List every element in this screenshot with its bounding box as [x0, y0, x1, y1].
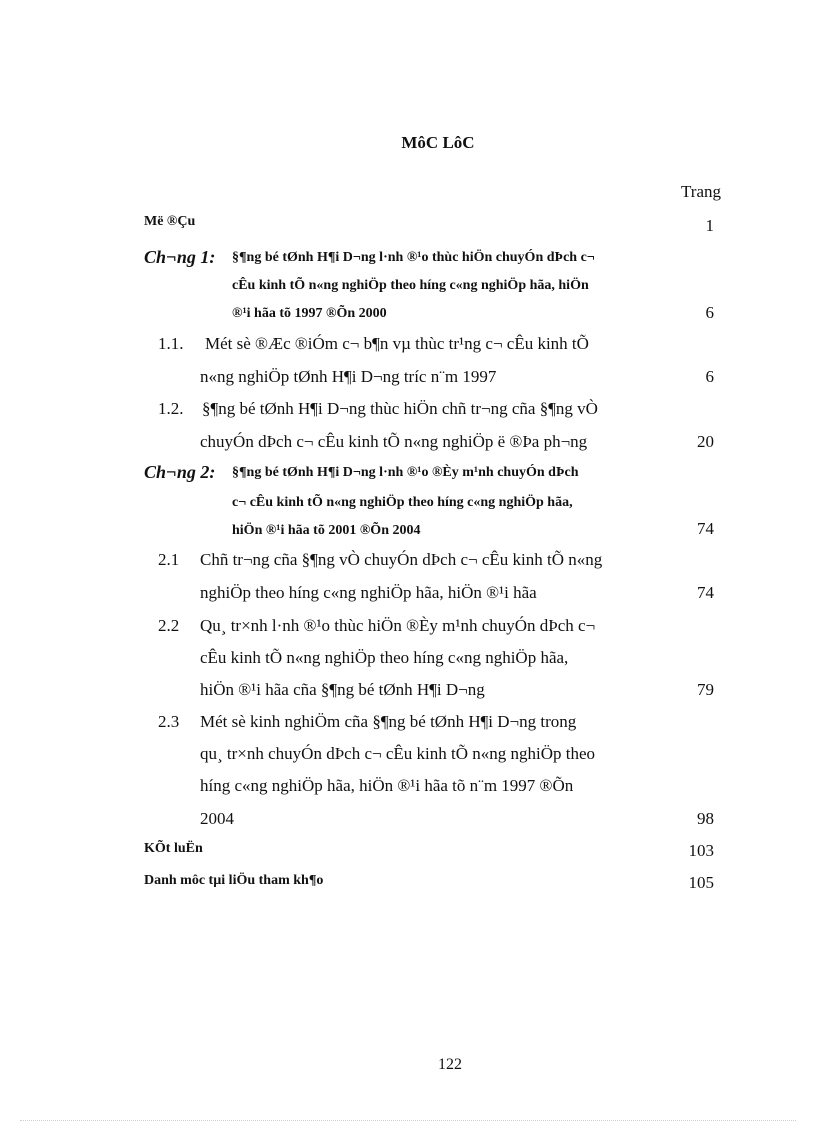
toc-section-2-1-line-2: nghiÖp theo híng c«ng nghiÖp hãa, hiÖn ®¹i hãa — [200, 583, 537, 602]
toc-page-section-2-2: 79 — [697, 680, 714, 699]
toc-page-conclusion: 103 — [688, 841, 714, 860]
toc-section-1-2-number: 1.2. — [158, 399, 184, 418]
toc-chapter-2-label: Ch¬ng 2: — [144, 462, 216, 482]
toc-page-chapter-1: 6 — [705, 303, 714, 322]
toc-section-2-2-line-1: Qu¸ tr×nh l·nh ®¹o thùc hiÖn ®Èy m¹nh chuyÓn dÞch c¬ — [200, 616, 596, 635]
toc-section-2-3-line-1: Mét sè kinh nghiÖm cña §¶ng bé tØnh H¶i D¬ng trong — [200, 712, 577, 731]
toc-section-1-1-number: 1.1. — [158, 334, 184, 353]
toc-page-section-2-3: 98 — [697, 809, 714, 828]
toc-section-1-1-line-1: Mét sè ®Æc ®iÓm c¬ b¶n vµ thùc tr¹ng c¬ cÊu kinh tÕ — [205, 334, 589, 353]
toc-section-2-3-number: 2.3 — [158, 712, 180, 731]
toc-page-section-2-1: 74 — [697, 583, 714, 602]
toc-entry-references: Danh môc tµi liÖu tham kh¶o — [144, 873, 324, 888]
toc-chapter-1-title-line-3: ®¹i hãa tõ 1997 ®Õn 2000 — [232, 306, 387, 321]
page-title: MôC LôC — [401, 133, 475, 152]
toc-page-introduction: 1 — [705, 216, 714, 235]
toc-chapter-2-title-line-2: c¬ cÊu kinh tÕ n«ng nghiÖp theo híng c«ng nghiÖp hãa, — [232, 495, 573, 510]
toc-section-2-1-number: 2.1 — [158, 550, 180, 569]
toc-entry-introduction: Më ®Çu — [144, 214, 196, 229]
toc-section-2-3-line-2: qu¸ tr×nh chuyÓn dÞch c¬ cÊu kinh tÕ n«ng nghiÖp theo — [200, 744, 596, 763]
page-column-header: Trang — [681, 182, 721, 201]
toc-chapter-2-title-line-3: hiÖn ®¹i hãa tõ 2001 ®Õn 2004 — [232, 523, 421, 538]
toc-page-chapter-2: 74 — [697, 519, 714, 538]
toc-section-1-2-line-2: chuyÓn dÞch c¬ cÊu kinh tÕ n«ng nghiÖp ë ®Þa ph¬ng — [200, 432, 588, 451]
toc-section-1-2-line-1: §¶ng bé tØnh H¶i D¬ng thùc hiÖn chñ tr¬ng cña §¶ng vÒ — [202, 399, 598, 418]
toc-section-2-2-line-2: cÊu kinh tÕ n«ng nghiÖp theo híng c«ng nghiÖp hãa, — [200, 648, 569, 667]
toc-page-section-1-2: 20 — [697, 432, 714, 451]
toc-section-2-1-line-1: Chñ tr¬ng cña §¶ng vÒ chuyÓn dÞch c¬ cÊu kinh tÕ n«ng — [200, 550, 603, 569]
toc-chapter-1-label: Ch¬ng 1: — [144, 247, 216, 267]
toc-page-references: 105 — [688, 873, 714, 892]
toc-section-2-2-line-3: hiÖn ®¹i hãa cña §¶ng bé tØnh H¶i D¬ng — [200, 680, 485, 699]
toc-chapter-1-title-line-1: §¶ng bé tØnh H¶i D¬ng l·nh ®¹o thùc hiÖn chuyÓn dÞch c¬ — [232, 250, 595, 265]
toc-section-2-3-line-4: 2004 — [200, 809, 234, 828]
page-number: 122 — [438, 1056, 462, 1073]
toc-chapter-2-title-line-1: §¶ng bé tØnh H¶i D¬ng l·nh ®¹o ®Èy m¹nh chuyÓn dÞch — [232, 465, 579, 480]
toc-section-2-2-number: 2.2 — [158, 616, 180, 635]
toc-page-section-1-1: 6 — [705, 367, 714, 386]
toc-entry-conclusion: KÕt luËn — [144, 841, 203, 856]
toc-chapter-1-title-line-2: cÊu kinh tÕ n«ng nghiÖp theo híng c«ng nghiÖp hãa, hiÖn — [232, 278, 589, 293]
page-bottom-rule — [20, 1120, 796, 1121]
toc-section-1-1-line-2: n«ng nghiÖp tØnh H¶i D¬ng tríc n¨m 1997 — [200, 367, 497, 386]
toc-section-2-3-line-3: híng c«ng nghiÖp hãa, hiÖn ®¹i hãa tõ n¨m 1997 ®Õn — [200, 776, 574, 795]
